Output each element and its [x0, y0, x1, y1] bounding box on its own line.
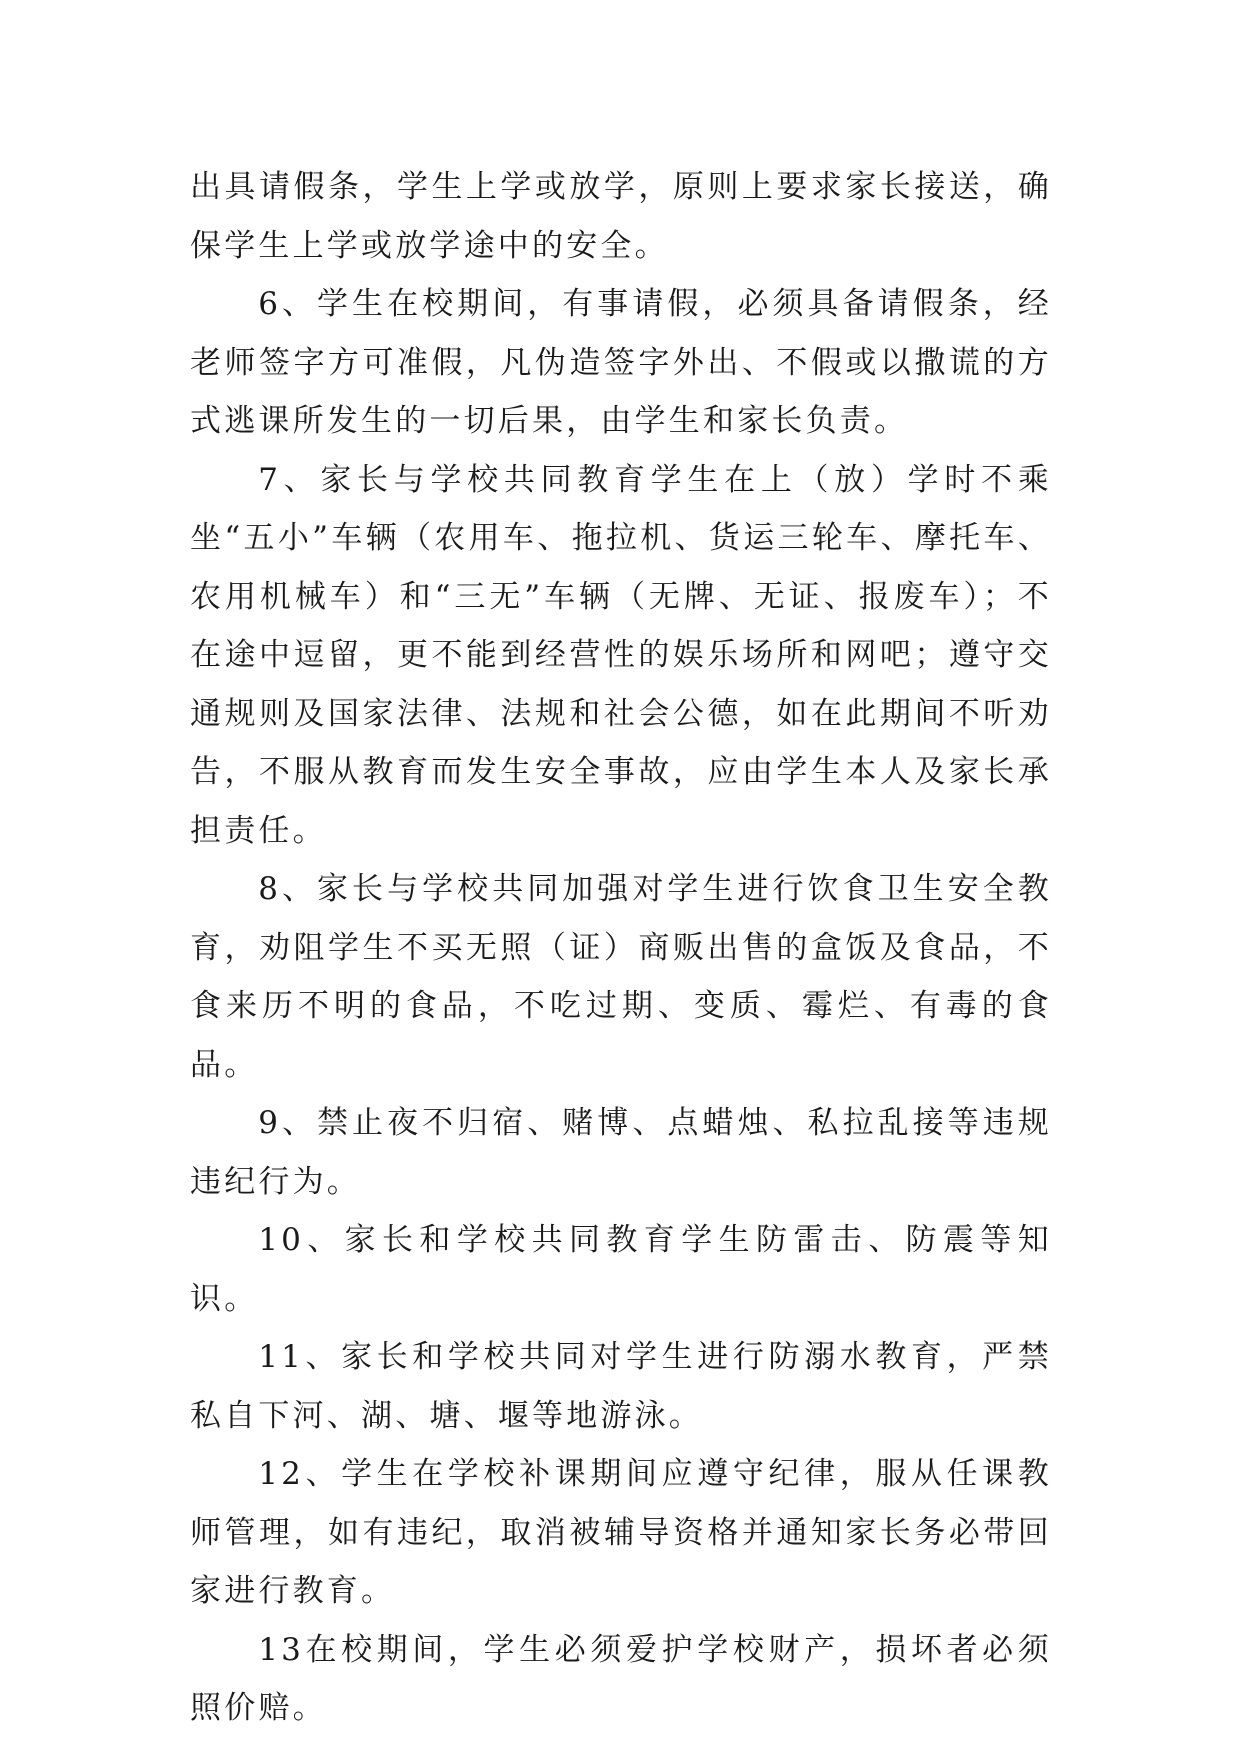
paragraph-item-11: 11、家长和学校共同对学生进行防溺水教育，严禁私自下河、湖、塘、堰等地游泳。: [190, 1339, 1052, 1434]
paragraph-item-10: 10、家长和学校共同教育学生防雷击、防震等知识。: [190, 1222, 1052, 1317]
paragraph-item-7: 7、家长与学校共同教育学生在上（放）学时不乘坐“五小”车辆（农用车、拖拉机、货运三轮车、摩托车、农用机械车）和“三无”车辆（无牌、无证、报废车）；不在途中逗留，更不能到经营性的娱乐场所和网吧；遵守交通规则及国家法律、法规和社会公德，如在此期间不听劝告，不服从教育而发生安全事故，应由学生本人及家长承担责任。: [190, 461, 1052, 849]
document-body: [190, 158, 1052, 1738]
paragraph-item-6: 6、学生在校期间，有事请假，必须具备请假条，经老师签字方可准假，凡伪造签字外出、不假或以撒谎的方式逃课所发生的一切后果，由学生和家长负责。: [190, 286, 1052, 439]
paragraph-continuation: 出具请假条，学生上学或放学，原则上要求家长接送，确保学生上学或放学途中的安全。: [190, 169, 1052, 264]
paragraph-item-8: 8、家长与学校共同加强对学生进行饮食卫生安全教育，劝阻学生不买无照（证）商贩出售的盒饭及食品，不食来历不明的食品，不吃过期、变质、霉烂、有毒的食品。: [190, 871, 1052, 1083]
paragraph-item-13: 13在校期间，学生必须爱护学校财产，损坏者必须照价赔。: [190, 1631, 1052, 1726]
paragraph-item-9: 9、禁止夜不归宿、赌博、点蜡烛、私拉乱接等违规违纪行为。: [190, 1105, 1052, 1200]
paragraph-item-12: 12、学生在学校补课期间应遵守纪律，服从任课教师管理，如有违纪，取消被辅导资格并通知家长务必带回家进行教育。: [190, 1456, 1052, 1609]
